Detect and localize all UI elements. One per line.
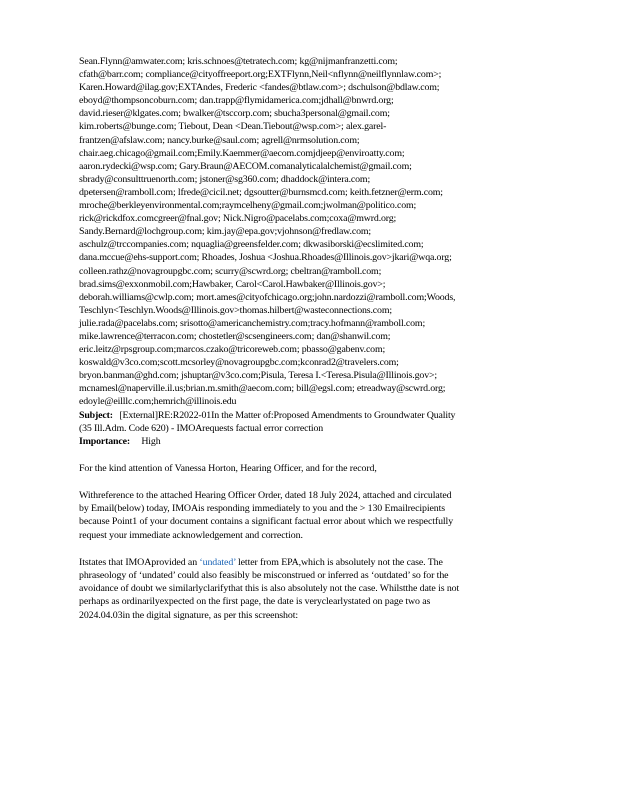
subject-continuation: (35 Ill.Adm. Code 620) - IMOArequests factual error correction [79, 422, 324, 434]
recipients-line: kim.roberts@bunge.com; Tiebout, Dean <Dean.Tiebout@wsp.com>; alex.garel- [79, 121, 387, 133]
recipients-line: Sean.Flynn@amwater.com; kris.schnoes@tetratech.com; kg@nijmanfranzetti.com; [79, 56, 398, 67]
recipients-line: chair.aeg.chicago@gmail.com;Emily.Kaemmer@aecom.comjdjeep@enviroatty.com; [79, 147, 405, 159]
recipients-line: eboyd@thompsoncoburn.com; dan.trapp@flymidamerica.com;jdhall@bnwrd.org; [79, 95, 394, 107]
recipients-line: rick@rickdfox.comcgreer@fnal.gov; Nick.Nigro@pacelabs.com;coxa@mwrd.org; [79, 213, 397, 225]
recipients-line: bryon.banman@ghd.com; jshuptar@v3co.com;Pisula, Teresa I.<Teresa.Pisula@Illinois.gov>; [79, 370, 437, 382]
paragraph-line: 2024.04.03in the digital signature, as per this screenshot: [79, 609, 298, 621]
recipients-line: aschulz@trccompanies.com; nquaglia@greensfelder.com; dkwasiborski@ecslimited.com; [79, 239, 424, 251]
paragraph-factual-error [79, 556, 578, 622]
subject-label: Subject: [79, 409, 113, 421]
recipients-line: Teschlyn<Teschlyn.Woods@Illinois.gov>thomas.hilbert@wasteconnections.com; [79, 304, 392, 316]
email-header-meta [79, 409, 578, 448]
recipients-line: sbrady@consulttruenorth.com; jstoner@sg360.com; dhaddock@intera.com; [79, 173, 371, 185]
recipients-line: david.rieser@klgates.com; bwalker@tsccorp.com; sbucha3personal@gmail.com; [79, 108, 390, 120]
recipients-line: mike.lawrence@terracon.com; chostetler@scsengineers.com; dan@shanwil.com; [79, 330, 391, 342]
recipients-line: dpetersen@ramboll.com; lfrede@cicil.net; dgsoutter@burnsmcd.com; keith.fetzner@erm.com; [79, 186, 443, 198]
recipients-line: mroche@berkleyenvironmental.com;raymcelheny@gmail.com;jwolman@politico.com; [79, 200, 417, 212]
recipients-line: edoyle@eilllc.com;hemrich@illinois.edu [79, 396, 237, 408]
importance-row [79, 435, 578, 448]
paragraph-line: request your immediate acknowledgement and correction. [79, 529, 303, 541]
recipients-line: frantzen@afslaw.com; nancy.burke@saul.com; agrell@nrmsolution.com; [79, 134, 360, 146]
email-body [79, 462, 578, 622]
recipients-line: brad.sims@exxonmobil.com;Hawbaker, Carol<Carol.Hawbaker@Illinois.gov>; [79, 278, 386, 290]
paragraph-line: Withreference to the attached Hearing Officer Order, dated 18 July 2024, attached and circulated [79, 490, 452, 502]
paragraph-line: by Email(below) today, IMOAis responding immediately to you and the > 130 Emailrecipients [79, 503, 445, 515]
recipients-line: colleen.rathz@novagroupgbc.com; scurry@scwrd.org; cbeltran@ramboll.com; [79, 265, 382, 277]
importance-label: Importance: [79, 435, 131, 447]
recipients-list [79, 55, 578, 409]
greeting: For the kind attention of Vanessa Horton, Hearing Officer, and for the record, [79, 462, 377, 474]
paragraph-line: perhaps as ordinarilyexpected on the first page, the date is veryclearlystated on page two as [79, 596, 431, 608]
paragraph-line: phraseology of ‘undated’ could also feasibly be misconstrued or inferred as ‘outdated’ so for the [79, 570, 449, 582]
undated-highlight: ‘undated’ [199, 556, 236, 568]
recipients-line: mcnamesl@naperville.il.us;brian.m.smith@aecom.com; bill@egsl.com; etreadway@scwrd.org; [79, 383, 446, 395]
subject-text: [External]RE:R2022-01In the Matter of:Proposed Amendments to Groundwater Quality [119, 409, 456, 421]
paragraph-text: letter from EPA,which is absolutely not the case. The [235, 556, 443, 568]
recipients-line: deborah.williams@cwlp.com; mort.ames@cityofchicago.org;john.nardozzi@ramboll.com;Woods, [79, 291, 456, 303]
recipients-line: julie.rada@pacelabs.com; srisotto@americanchemistry.com;tracy.hofmann@ramboll.com; [79, 317, 426, 329]
recipients-line: dana.mccue@ehs-support.com; Rhoades, Joshua <Joshua.Rhoades@Illinois.gov>jkari@wqa.org; [79, 252, 452, 264]
paragraph-text: Itstates that IMOAprovided an [79, 556, 200, 568]
recipients-line: aaron.rydecki@wsp.com; Gary.Braun@AECOM.comanalyticalalchemist@gmail.com; [79, 160, 412, 172]
recipients-line: eric.leitz@rpsgroup.com;marcos.czako@tricoreweb.com; pbasso@gabenv.com; [79, 344, 386, 356]
paragraph-line: because Point1 of your document contains a significant factual error about which we respectfully [79, 516, 454, 528]
subject-row [79, 409, 578, 422]
recipients-line: koswald@v3co.com;scott.mcsorley@novagroupgbc.com;kconrad2@travelers.com; [79, 357, 399, 369]
recipients-line: Karen.Howard@ilag.gov;EXTAndes, Frederic <fandes@btlaw.com>; dschulson@bdlaw.com; [79, 82, 440, 94]
paragraph-line [79, 556, 578, 569]
paragraph-order-reference [79, 489, 578, 542]
paragraph-line: avoidance of doubt we similarlyclarifythat this is also absolutely not the case. Whilstthe date is not [79, 583, 460, 595]
recipients-line: Sandy.Bernard@lochgroup.com; kim.jay@epa.gov;vjohnson@fredlaw.com; [79, 226, 371, 238]
importance-value: High [141, 435, 161, 447]
recipients-line: cfath@barr.com; compliance@cityoffreeport.org;EXTFlynn,Neil<nflynn@neilflynnlaw.com>; [79, 69, 442, 81]
